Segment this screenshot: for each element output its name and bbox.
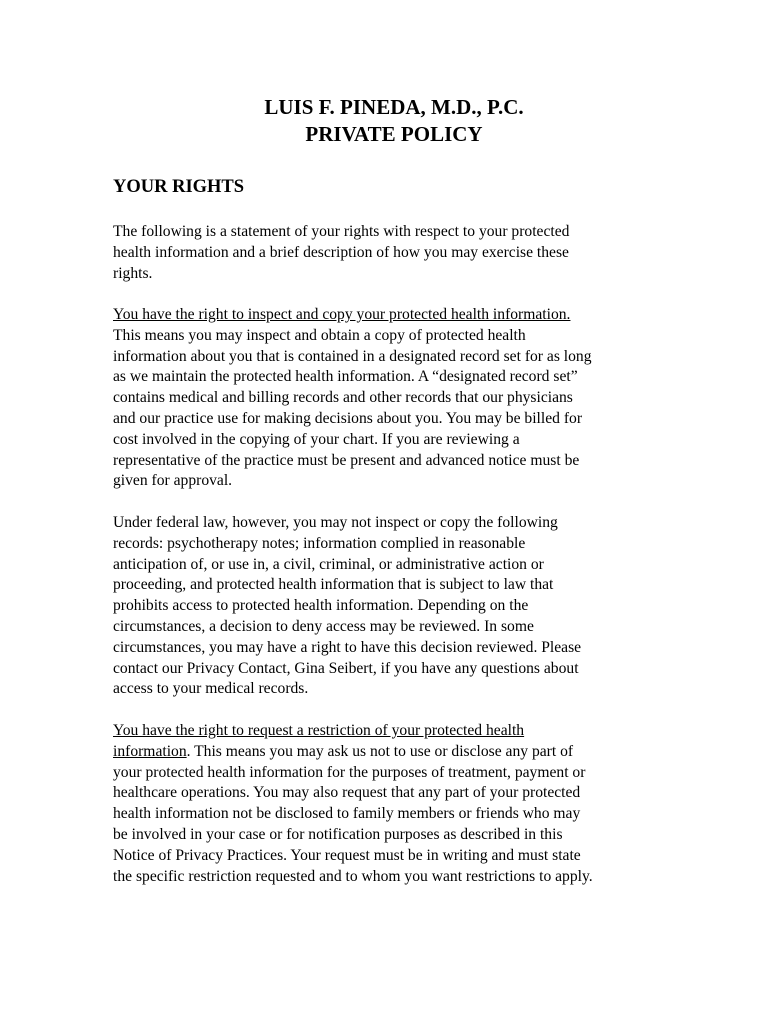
text-line: proceeding, and protected health information that is subject to law that	[113, 576, 554, 594]
inspect-heading: You have the right to inspect and copy your protected health information.	[113, 306, 571, 323]
inspect-paragraph	[113, 305, 673, 492]
text-line: The following is a statement of your rights with respect to your protected	[113, 223, 570, 240]
text-line: anticipation of, or use in, a civil, criminal, or administrative action or	[113, 555, 544, 573]
text-line: prohibits access to protected health information. Depending on the	[113, 597, 529, 615]
restriction-text: . This means you may ask us not to use or disclose any part of	[186, 742, 574, 760]
title-line-2: PRIVATE POLICY	[305, 122, 483, 146]
text-line: as we maintain the protected health information. A “designated record set”	[113, 368, 578, 386]
text-line: your protected health information for the purposes of treatment, payment or	[113, 763, 586, 781]
text-line: This means you may inspect and obtain a copy of protected health	[113, 326, 526, 344]
text-line: circumstances, you may have a right to have this decision reviewed. Please	[113, 638, 582, 656]
intro-paragraph	[113, 222, 673, 284]
text-line: health information and a brief description of how you may exercise these	[113, 243, 569, 261]
text-line: and our practice use for making decisions about you. You may be billed for	[113, 409, 583, 427]
text-line: information about you that is contained in a designated record set for as long	[113, 347, 592, 365]
federal-law-paragraph	[113, 513, 673, 700]
title-line-1: LUIS F. PINEDA, M.D., P.C.	[264, 95, 524, 119]
restriction-paragraph	[113, 721, 673, 887]
text-line: Under federal law, however, you may not inspect or copy the following	[113, 514, 558, 531]
text-line: records: psychotherapy notes; information complied in reasonable	[113, 534, 526, 552]
text-line: circumstances, a decision to deny access may be reviewed. In some	[113, 617, 534, 635]
restriction-heading: You have the right to request a restriction of your protected health	[113, 722, 525, 739]
text-line: be involved in your case or for notification purposes as described in this	[113, 825, 563, 843]
document-page	[113, 94, 673, 885]
text-line: contact our Privacy Contact, Gina Seibert, if you have any questions about	[113, 659, 579, 677]
document-title	[113, 94, 673, 148]
section-heading: YOUR RIGHTS	[113, 177, 245, 197]
text-line: contains medical and billing records and other records that our physicians	[113, 389, 573, 407]
text-line: healthcare operations. You may also request that any part of your protected	[113, 784, 581, 802]
text-line: representative of the practice must be present and advanced notice must be	[113, 451, 580, 469]
text-line: Notice of Privacy Practices. Your request must be in writing and must state	[113, 846, 581, 864]
text-line: health information not be disclosed to family members or friends who may	[113, 805, 581, 823]
text-line: access to your medical records.	[113, 680, 309, 698]
restriction-heading-end: information	[113, 742, 187, 760]
text-line: rights.	[113, 264, 153, 282]
text-line	[113, 742, 673, 763]
text-line: cost involved in the copying of your chart. If you are reviewing a	[113, 430, 520, 448]
text-line: the specific restriction requested and to whom you want restrictions to apply.	[113, 867, 593, 885]
text-line: given for approval.	[113, 472, 233, 490]
